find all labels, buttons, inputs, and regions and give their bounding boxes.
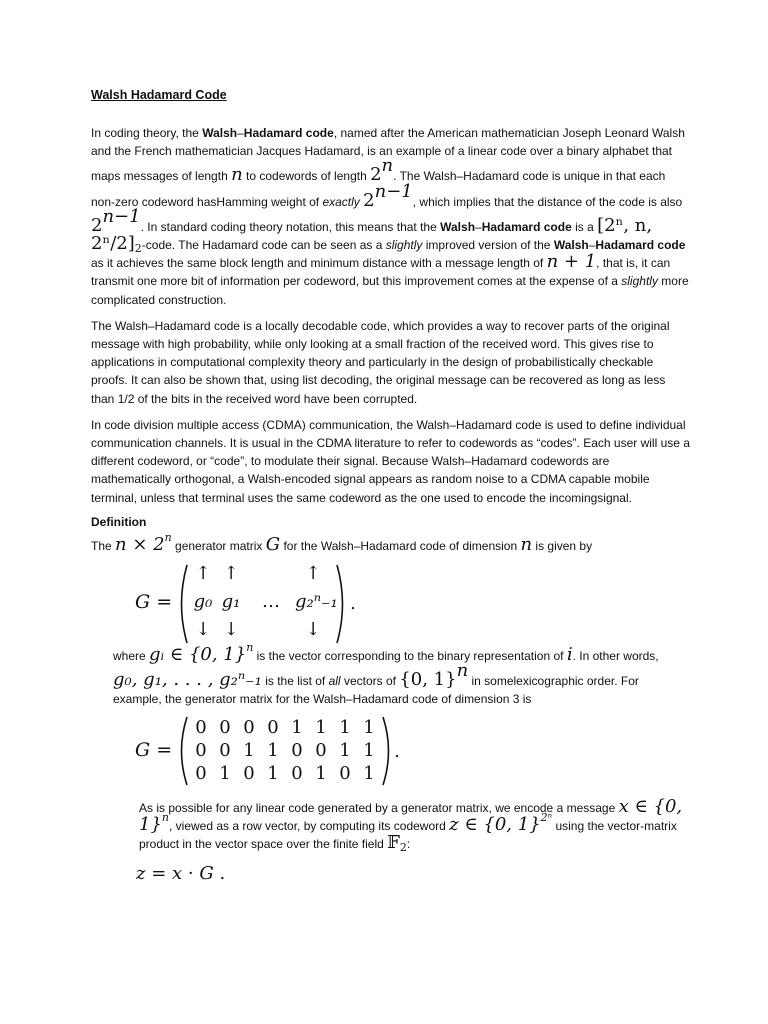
arrow-down: ↓ (305, 619, 321, 641)
matrix-cell: 0 (195, 716, 207, 738)
math-n-times-2n: $n \times 2^n$ (115, 530, 172, 555)
arrow-up: ↑ (195, 563, 211, 585)
matrix-cell: 0 (315, 739, 327, 761)
matrix-cell: 0 (195, 762, 207, 784)
generator-matrix-equation (135, 563, 691, 647)
page-title: Walsh Hadamard Code (91, 88, 227, 102)
math-code-params: [2ⁿ, n, $2^n/2]_2$ (91, 214, 653, 256)
locally-decodable-paragraph: The Walsh–Hadamard code is a locally decodable code, which provides a way to recover parts of the original message with high probability, while only looking at a small fraction of the received word. This gives rise to applications in computational complexity theory and particularly in the design of probabilistically checkable proofs. It can also be shown that, using list decoding, the original message can be recovered as long as less than 1/2 of the bits in the received word have been corrupted. (91, 318, 670, 406)
arrow-down: ↓ (195, 619, 211, 641)
matrix-cell: 1 (291, 716, 303, 738)
column-g0: g₀ (193, 591, 213, 613)
cdma-paragraph: In code division multiple access (CDMA) communication, the Walsh–Hadamard code is used to define individual communication channels. It is usual in the CDMA literature to refer to codewords as “codes”. Each user will use a different codeword, or “code”, to modulate their signal. Because Walsh–Hadamard codewords are mathematically orthogonal, a Walsh-encoded signal appears as random noise to a CDMA capable mobile terminal, unless that terminal uses the same codeword as the one used to encode the incomingsignal. (91, 417, 690, 505)
matrix-cell: 1 (363, 716, 375, 738)
equation-period: . (394, 740, 400, 762)
math-n-dim: n (520, 533, 533, 555)
math-2-pow-n-minus-1: $2^{n-1}$ (363, 180, 413, 211)
arrow-up: ↑ (305, 563, 321, 585)
matrix-cell: 1 (315, 716, 327, 738)
matrix-cell: 0 (339, 762, 351, 784)
matrix-cell: 0 (195, 739, 207, 761)
matrix-cell: 1 (267, 762, 279, 784)
matrix-cell: 0 (243, 716, 255, 738)
math-n: n (231, 164, 243, 186)
equation-lhs: G = (135, 738, 173, 761)
matrix-cell: 1 (267, 739, 279, 761)
column-g1: g₁ (221, 591, 241, 613)
matrix-cell: 0 (219, 716, 231, 738)
math-G: G (265, 533, 281, 555)
arrow-up: ↑ (223, 563, 239, 585)
column-last: g₂ⁿ₋₁ (295, 591, 338, 613)
matrix-cell: 0 (291, 739, 303, 761)
matrix-cell: 0 (219, 739, 231, 761)
matrix-cell: 1 (219, 762, 231, 784)
codeword-equation: z = x · G . (136, 863, 226, 885)
left-paren (175, 715, 189, 787)
math-n-plus-1: n + 1 (546, 251, 597, 273)
matrix-cell: 0 (267, 716, 279, 738)
left-paren (175, 563, 189, 645)
math-2-pow-n-minus-1-b: $2^{n-1}$ (91, 205, 141, 236)
matrix-cell: 1 (363, 739, 375, 761)
matrix-cell: 1 (243, 739, 255, 761)
math-gi-in-set: gᵢ ∈ {0, 1}$^n$ (149, 641, 254, 666)
math-2-pow-n: 2$^n$ (370, 155, 394, 186)
equation-lhs: G = (135, 591, 173, 614)
matrix-cell: 1 (339, 739, 351, 761)
encode-paragraph: As is possible for any linear code generated by a generator matrix, we encode a message x ∈ {0, 1}$^n$, viewed as a row vector, by computing its codeword z ∈ {0, 1}$^{2^n}$ using the vector-matrix product in the vector space over the finite field 𝔽$_2$: (139, 795, 683, 855)
math-finite-field: 𝔽$_2$ (387, 832, 407, 855)
matrix-cell: 1 (339, 716, 351, 738)
math-g-list: g₀, g₁, . . . , g₂ⁿ₋₁ (113, 669, 262, 691)
intro-paragraph: In coding theory, the Walsh–Hadamard code, named after the American mathematician Joseph Leonard Walsh and the French mathematician Jacques Hadamard, is an example of a linear code over a binary alphabet that maps messages of length n to codewords of length 2$^n$. The Walsh–Hadamard code is unique in that each non-zero codeword hasHamming weight of exactly $2^{n-1}$, which implies that the distance of the code is also $2^{n-1}$. In standard coding theory notation, this means that the Walsh–Hadamard code is a [2ⁿ, n, $2^n/2]_2$-code. The Hadamard code can be seen as a slightly improved version of the Walsh–Hadamard code as it achieves the same block length and minimum distance with a message length of n + 1, that is, it can transmit one more bit of information per codeword, but this improvement comes at the expense of a slightly more complicated construction. (91, 126, 689, 307)
math-x-in-set: x ∈ {0, 1}$^n$ (139, 795, 683, 835)
math-i: i (566, 644, 573, 666)
definition-paragraph: The $n \times 2^n$ generator matrix G for the Walsh–Hadamard code of dimension n is given by (91, 530, 593, 555)
definition-heading: Definition (91, 514, 147, 529)
matrix-cell: 0 (291, 762, 303, 784)
matrix-cell: 0 (243, 762, 255, 784)
matrix-cell: 1 (363, 762, 375, 784)
equation-period: . (350, 593, 356, 615)
column-ellipsis: … (262, 591, 280, 613)
matrix-cell: 1 (315, 762, 327, 784)
example-matrix-equation (135, 715, 691, 791)
math-binary-set: {0, 1}$^n$ (399, 660, 469, 691)
math-z-in-set: z ∈ {0, 1}$^{2^n}$ (449, 810, 553, 835)
arrow-down: ↓ (223, 619, 239, 641)
document-page (91, 88, 691, 884)
where-paragraph: where gᵢ ∈ {0, 1}$^n$ is the vector corresponding to the binary representation of i. In other words, g₀, g₁, . . . , g₂ⁿ₋₁ is the list of all vectors of {0, 1}$^n$ in somelexicographic order. For example, the generator matrix for the Walsh–Hadamard code of dimension 3 is (113, 641, 659, 707)
